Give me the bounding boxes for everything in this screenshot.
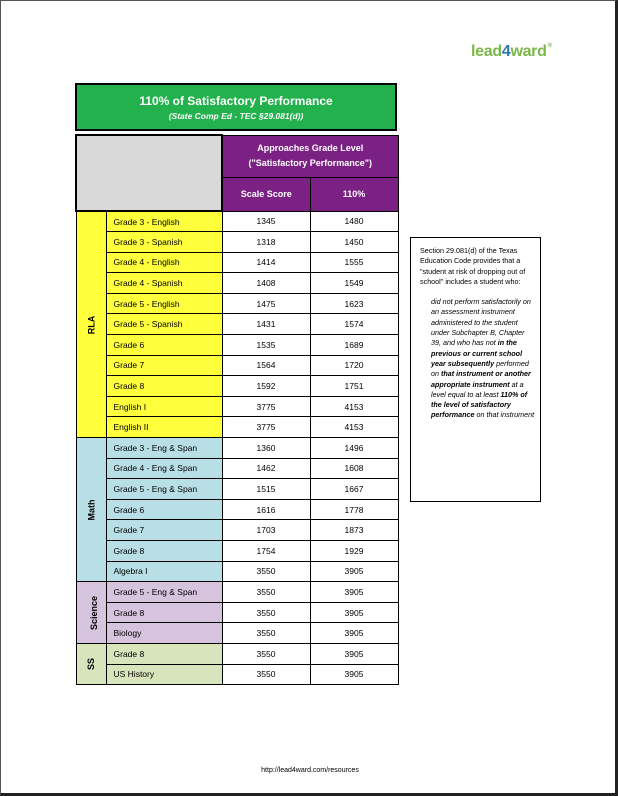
course-cell: Grade 7 bbox=[106, 355, 222, 376]
note-intro: Section 29.081(d) of the Texas Education Code provides that a "student at risk of dropping out of school" includes a student who: bbox=[420, 246, 526, 286]
header-110-percent: 110% bbox=[310, 177, 398, 211]
scale-score-cell: 1462 bbox=[222, 458, 310, 479]
scale-score-cell: 3775 bbox=[222, 396, 310, 417]
subject-label-rla: RLA bbox=[76, 211, 106, 438]
table-row bbox=[76, 293, 398, 314]
scale-score-cell: 1703 bbox=[222, 520, 310, 541]
scale-score-cell: 1535 bbox=[222, 335, 310, 356]
pct-110-cell: 3905 bbox=[310, 561, 398, 582]
tec-note-box bbox=[410, 237, 541, 502]
table-row bbox=[76, 582, 398, 603]
course-cell: Grade 7 bbox=[106, 520, 222, 541]
pct-110-cell: 1496 bbox=[310, 438, 398, 459]
pct-110-cell: 4153 bbox=[310, 396, 398, 417]
title-banner bbox=[75, 83, 397, 131]
course-cell: Grade 8 bbox=[106, 541, 222, 562]
performance-table bbox=[75, 134, 399, 685]
scale-score-cell: 1616 bbox=[222, 499, 310, 520]
scale-score-cell: 1592 bbox=[222, 376, 310, 397]
course-cell: Grade 8 bbox=[106, 376, 222, 397]
pct-110-cell: 1720 bbox=[310, 355, 398, 376]
table-row bbox=[76, 314, 398, 335]
table-row bbox=[76, 355, 398, 376]
table-row bbox=[76, 273, 398, 294]
table-row bbox=[76, 396, 398, 417]
table-row bbox=[76, 211, 398, 232]
note-text-segment: at a level equal to at least bbox=[431, 379, 524, 399]
table-row bbox=[76, 561, 398, 582]
scale-score-cell: 3550 bbox=[222, 623, 310, 644]
scale-score-cell: 1408 bbox=[222, 273, 310, 294]
pct-110-cell: 1689 bbox=[310, 335, 398, 356]
scale-score-cell: 3550 bbox=[222, 561, 310, 582]
pct-110-cell: 1608 bbox=[310, 458, 398, 479]
table-row bbox=[76, 520, 398, 541]
course-cell: Grade 5 - Eng & Span bbox=[106, 479, 222, 500]
note-text-segment: in the previous or current school year subsequently bbox=[431, 338, 523, 368]
page-subtitle: (State Comp Ed - TEC §29.081(d)) bbox=[168, 111, 304, 121]
note-text-segment: that instrument or another appropriate instrument bbox=[431, 369, 531, 389]
pct-110-cell: 3905 bbox=[310, 582, 398, 603]
note-text-segment: on that instrument bbox=[474, 410, 535, 420]
pct-110-cell: 4153 bbox=[310, 417, 398, 438]
course-cell: Grade 8 bbox=[106, 643, 222, 664]
course-cell: English II bbox=[106, 417, 222, 438]
note-criteria bbox=[420, 297, 535, 421]
note-text-segment: performed on bbox=[431, 358, 529, 379]
scale-score-cell: 1414 bbox=[222, 252, 310, 273]
table-row bbox=[76, 417, 398, 438]
course-cell: Grade 8 bbox=[106, 602, 222, 623]
course-cell: Grade 4 - Spanish bbox=[106, 273, 222, 294]
scale-score-cell: 1515 bbox=[222, 479, 310, 500]
table-row bbox=[76, 499, 398, 520]
scale-score-cell: 3550 bbox=[222, 602, 310, 623]
pct-110-cell: 1574 bbox=[310, 314, 398, 335]
page-title: 110% of Satisfactory Performance bbox=[139, 94, 333, 108]
pct-110-cell: 1751 bbox=[310, 376, 398, 397]
scale-score-cell: 3775 bbox=[222, 417, 310, 438]
scale-score-cell: 1345 bbox=[222, 211, 310, 232]
course-cell: Grade 6 bbox=[106, 499, 222, 520]
pct-110-cell: 1450 bbox=[310, 232, 398, 253]
course-cell: Biology bbox=[106, 623, 222, 644]
header-blank-cell bbox=[76, 135, 222, 211]
table-row bbox=[76, 232, 398, 253]
footer-url: http://lead4ward.com/resources bbox=[261, 767, 359, 774]
pct-110-cell: 3905 bbox=[310, 664, 398, 685]
course-cell: US History bbox=[106, 664, 222, 685]
scale-score-cell: 1564 bbox=[222, 355, 310, 376]
lead4ward-logo: lead4ward® bbox=[471, 43, 552, 60]
table-row bbox=[76, 438, 398, 459]
subject-label-science: Science bbox=[76, 582, 106, 644]
course-cell: Algebra I bbox=[106, 561, 222, 582]
scale-score-cell: 1475 bbox=[222, 293, 310, 314]
table-row bbox=[76, 541, 398, 562]
subject-label-ss: SS bbox=[76, 643, 106, 684]
table-row bbox=[76, 479, 398, 500]
course-cell: Grade 4 - Eng & Span bbox=[106, 458, 222, 479]
pct-110-cell: 1778 bbox=[310, 499, 398, 520]
table-body bbox=[76, 211, 398, 685]
course-cell: English I bbox=[106, 396, 222, 417]
pct-110-cell: 1667 bbox=[310, 479, 398, 500]
table-row bbox=[76, 664, 398, 685]
pct-110-cell: 1480 bbox=[310, 211, 398, 232]
course-cell: Grade 5 - English bbox=[106, 293, 222, 314]
subject-label-math: Math bbox=[76, 438, 106, 582]
header-approaches: Approaches Grade Level ("Satisfactory Performance") bbox=[222, 135, 398, 177]
note-text-segment: did not perform satisfactorily on an assessment instrument administered to the student under Subchapter B, Chapter 39, and who has not bbox=[431, 297, 531, 348]
course-cell: Grade 3 - Eng & Span bbox=[106, 438, 222, 459]
header-scale-score: Scale Score bbox=[222, 177, 310, 211]
scale-score-cell: 1754 bbox=[222, 541, 310, 562]
scale-score-cell: 1360 bbox=[222, 438, 310, 459]
table-row bbox=[76, 335, 398, 356]
course-cell: Grade 5 - Spanish bbox=[106, 314, 222, 335]
course-cell: Grade 5 - Eng & Span bbox=[106, 582, 222, 603]
pct-110-cell: 1623 bbox=[310, 293, 398, 314]
pct-110-cell: 3905 bbox=[310, 643, 398, 664]
course-cell: Grade 6 bbox=[106, 335, 222, 356]
table-row bbox=[76, 376, 398, 397]
scale-score-cell: 1318 bbox=[222, 232, 310, 253]
pct-110-cell: 3905 bbox=[310, 602, 398, 623]
course-cell: Grade 3 - Spanish bbox=[106, 232, 222, 253]
table-row bbox=[76, 252, 398, 273]
pct-110-cell: 3905 bbox=[310, 623, 398, 644]
pct-110-cell: 1873 bbox=[310, 520, 398, 541]
pct-110-cell: 1555 bbox=[310, 252, 398, 273]
scale-score-cell: 1431 bbox=[222, 314, 310, 335]
note-text-segment: 110% of the level of satisfactory performance bbox=[431, 389, 528, 420]
table-row bbox=[76, 623, 398, 644]
scale-score-cell: 3550 bbox=[222, 643, 310, 664]
scale-score-cell: 3550 bbox=[222, 664, 310, 685]
table-row bbox=[76, 458, 398, 479]
table-row bbox=[76, 643, 398, 664]
course-cell: Grade 4 - English bbox=[106, 252, 222, 273]
pct-110-cell: 1929 bbox=[310, 541, 398, 562]
scale-score-cell: 3550 bbox=[222, 582, 310, 603]
pct-110-cell: 1549 bbox=[310, 273, 398, 294]
table-row bbox=[76, 602, 398, 623]
course-cell: Grade 3 - English bbox=[106, 211, 222, 232]
